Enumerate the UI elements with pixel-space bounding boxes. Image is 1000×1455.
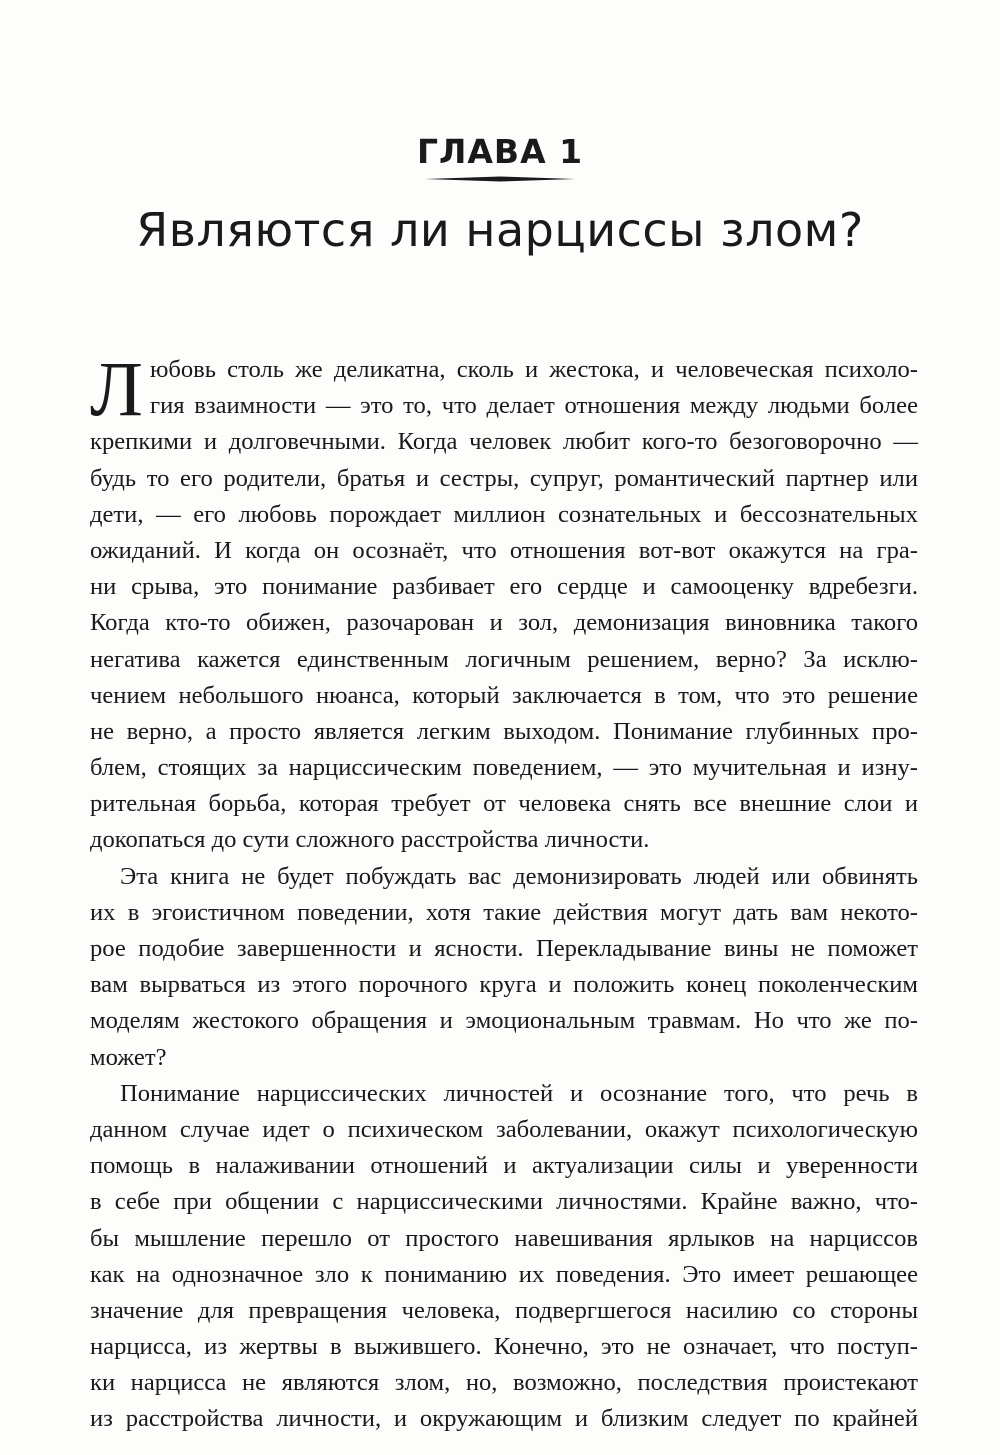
text-line: докопаться до сути сложного расстройства личности. [90,826,650,854]
text-line: дети, — его любовь порождает миллион сознательных и бессознательных [90,500,918,528]
text-line: данном случае идет о психическом заболевании, окажут психологическую [90,1115,918,1143]
text-line: нарцисса, из жертвы в выжившего. Конечно, это не означает, что поступ- [90,1333,918,1361]
text-line: помощь в налаживании отношений и актуализации силы и уверенности [90,1152,918,1180]
text-line: вам вырваться из этого порочного круга и положить конец поколенческим [90,971,918,999]
text-line: блем, стоящих за нарциссическим поведением, — это мучительная и изну- [90,754,918,782]
paragraph-1 [90,345,918,859]
text-line: из расстройства личности, и окружающим и близким следует по крайней [90,1405,918,1433]
text-line: бы мышление перешло от простого навешивания ярлыков на нарциссов [90,1224,918,1252]
paragraph-2 [90,859,918,1076]
chapter-body [90,345,918,1438]
text-line: их в эгоистичном поведении, хотя такие действия могут дать вам некото- [90,898,918,926]
paragraph-3 [90,1076,918,1438]
text-line: Когда кто-то обижен, разочарован и зол, демонизация виновника такого [90,609,918,637]
text-line: рительная борьба, которая требует от человека снять все внешние слои и [90,790,918,818]
text-line: значение для превращения человека, подвергшегося насилию со стороны [90,1296,918,1324]
chapter-label: ГЛАВА 1 [416,132,584,171]
text-line: Эта книга не будет побуждать вас демонизировать людей или обвинять [120,862,918,890]
drop-cap: Л [90,345,143,432]
text-line: не верно, а просто является легким выходом. Понимание глубинных про- [90,717,918,745]
text-line: моделям жестокого обращения и эмоциональным травмам. Но что же по- [90,1007,918,1035]
chapter-title: Являются ли нарциссы злом? [136,203,864,257]
text-line: в себе при общении с нарциссическими личностями. Крайне важно, что- [90,1188,918,1216]
text-line: Понимание нарциссических личностей и осознание того, что речь в [120,1079,918,1107]
text-line: ни срыва, это понимание разбивает его сердце и самооценку вдребезги. [90,573,918,601]
text-line: негатива кажется единственным логичным решением, верно? За исклю- [90,645,918,673]
text-line: чением небольшого нюанса, который заключается в том, что это решение [90,681,918,709]
text-line: крепкими и долговечными. Когда человек любит кого-то безоговорочно — [90,428,918,456]
text-line: ожиданий. И когда он осознаёт, что отношения вот-вот окажутся на гра- [90,536,918,564]
text-line: ки нарцисса не являются злом, но, возможно, последствия проистекают [90,1369,918,1397]
text-line: как на однозначное зло к пониманию их поведения. Это имеет решающее [90,1260,918,1288]
chapter-divider-ornament [425,176,575,182]
text-line: юбовь столь же деликатна, сколь и жестока, и человеческая психоло- [150,356,918,383]
text-line: рое подобие завершенности и ясности. Перекладывание вины не поможет [90,935,918,962]
text-line: гия взаимности — это то, что делает отношения между людьми более [150,392,918,420]
text-line: будь то его родители, братья и сестры, супруг, романтический партнер или [90,464,918,492]
text-line: может? [90,1043,167,1071]
